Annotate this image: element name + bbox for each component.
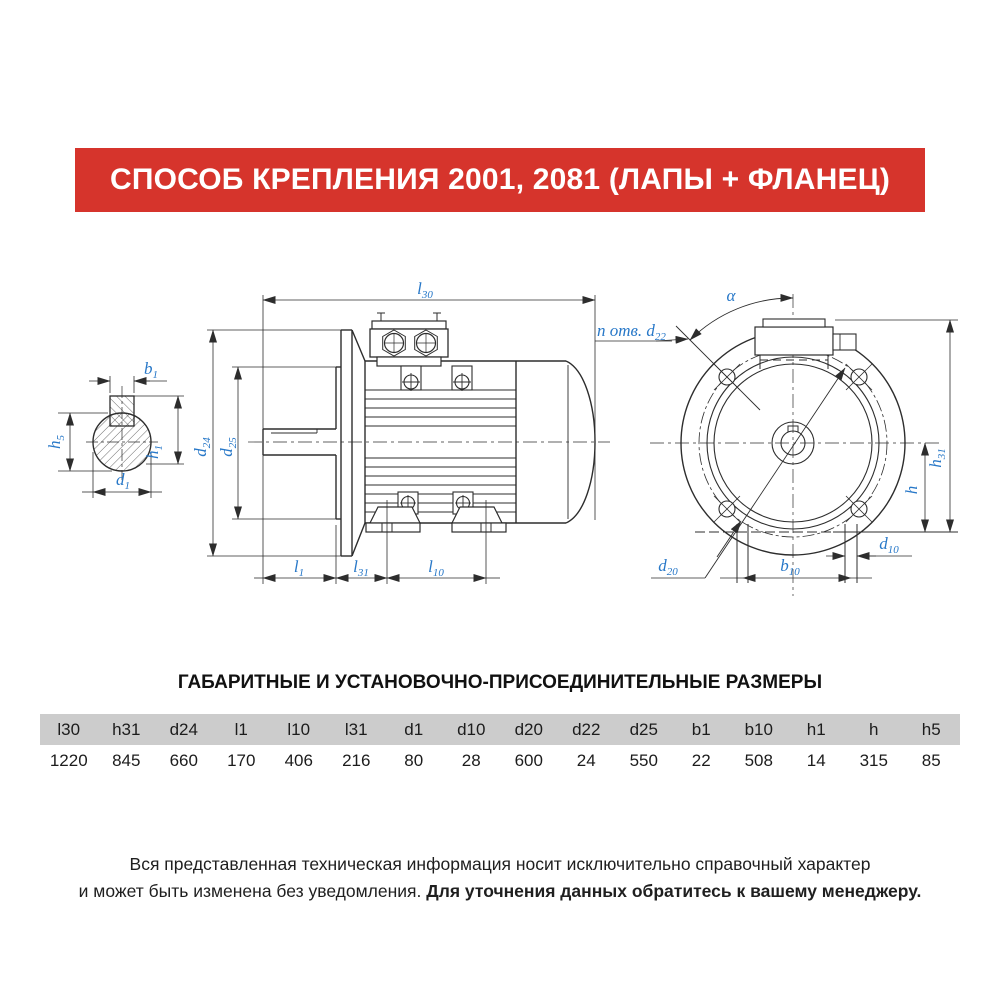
table-header-cell: h1: [806, 719, 826, 739]
table-header-row: [40, 714, 960, 745]
table-value-cell: 315: [859, 750, 888, 770]
table-value-cell: 80: [404, 750, 424, 770]
banner-title: СПОСОБ КРЕПЛЕНИЯ 2001, 2081 (ЛАПЫ + ФЛАНЕЦ): [109, 163, 891, 196]
table-value-cell: 28: [461, 750, 481, 770]
disclaimer-bold-note: Для уточнения данных обратитесь к вашему менеджеру.: [426, 881, 922, 901]
table-header-cell: l30: [57, 719, 81, 739]
table-value-cell: 22: [691, 750, 711, 770]
dim-label-l10: $l_{10}$: [428, 557, 444, 579]
dim-label-h5: $h_5$: [45, 435, 67, 449]
dim-label-h: h: [902, 485, 921, 495]
table-header-cell: h: [869, 719, 879, 739]
table-header-cell: h5: [921, 719, 941, 739]
table-value-cell: 406: [284, 750, 313, 770]
table-header-cell: h31: [112, 719, 141, 739]
table-value-cell: 600: [514, 750, 543, 770]
dim-label-h31: $h_{31}$: [926, 448, 948, 468]
motor-drawing-svg: [30, 255, 970, 605]
table-header-cell: d24: [169, 719, 198, 739]
dim-label-n-otv-d22: n отв. $d_{22}$: [597, 321, 666, 343]
motor-side-view: [207, 295, 610, 584]
table-header-cell: l1: [234, 719, 248, 739]
table-header-cell: b10: [744, 719, 773, 739]
disclaimer-line1: Вся представленная техническая информация носит исключительно справочный характер: [129, 854, 871, 874]
dim-label-h1: $h_1$: [143, 445, 165, 459]
table-value-cell: 170: [227, 750, 256, 770]
table-value-cell: 845: [112, 750, 141, 770]
dim-label-d24: $d_{24}$: [191, 437, 213, 457]
disclaimer: [0, 851, 1000, 905]
table-header-cell: d1: [404, 719, 424, 739]
table-header-cell: l10: [287, 719, 311, 739]
dim-label-b10: $b_{10}$: [780, 556, 800, 578]
dim-label-b1: $b_1$: [144, 359, 158, 381]
header-banner: [75, 148, 925, 212]
table-header-cell: d22: [572, 719, 601, 739]
table-value-cell: 24: [576, 750, 596, 770]
dim-label-l1: $l_1$: [293, 557, 305, 579]
dimensions-table: [40, 714, 960, 776]
table-title: ГАБАРИТНЫЕ И УСТАНОВОЧНО-ПРИСОЕДИНИТЕЛЬНЫЕ РАЗМЕРЫ: [177, 672, 823, 693]
table-value-cell: 550: [629, 750, 658, 770]
dim-label-d1: $d_1$: [116, 470, 130, 492]
table-value-cell: 216: [342, 750, 371, 770]
dim-label-d25: $d_{25}$: [217, 437, 239, 457]
table-value-cell: 85: [921, 750, 941, 770]
dim-label-l30: $l_{30}$: [417, 279, 433, 301]
table-value-cell: 1220: [49, 750, 88, 770]
table-value-row: [40, 745, 960, 776]
dim-label-alpha: α: [726, 286, 736, 305]
table-value-cell: 14: [806, 750, 826, 770]
table-value-cell: 660: [169, 750, 198, 770]
disclaimer-line2: и может быть изменена без уведомления. Для уточнения данных обратитесь к вашему менеджеру.: [78, 881, 922, 901]
dim-label-d10: $d_{10}$: [879, 534, 899, 556]
table-header-cell: l31: [344, 719, 368, 739]
technical-drawing: [30, 255, 970, 605]
table-header-cell: d20: [514, 719, 543, 739]
dim-label-l31: $l_{31}$: [353, 557, 369, 579]
table-header-cell: d25: [629, 719, 658, 739]
dim-label-d20: $d_{20}$: [658, 556, 678, 578]
table-header-cell: d10: [457, 719, 486, 739]
table-value-cell: 508: [744, 750, 773, 770]
table-header-cell: b1: [691, 719, 711, 739]
